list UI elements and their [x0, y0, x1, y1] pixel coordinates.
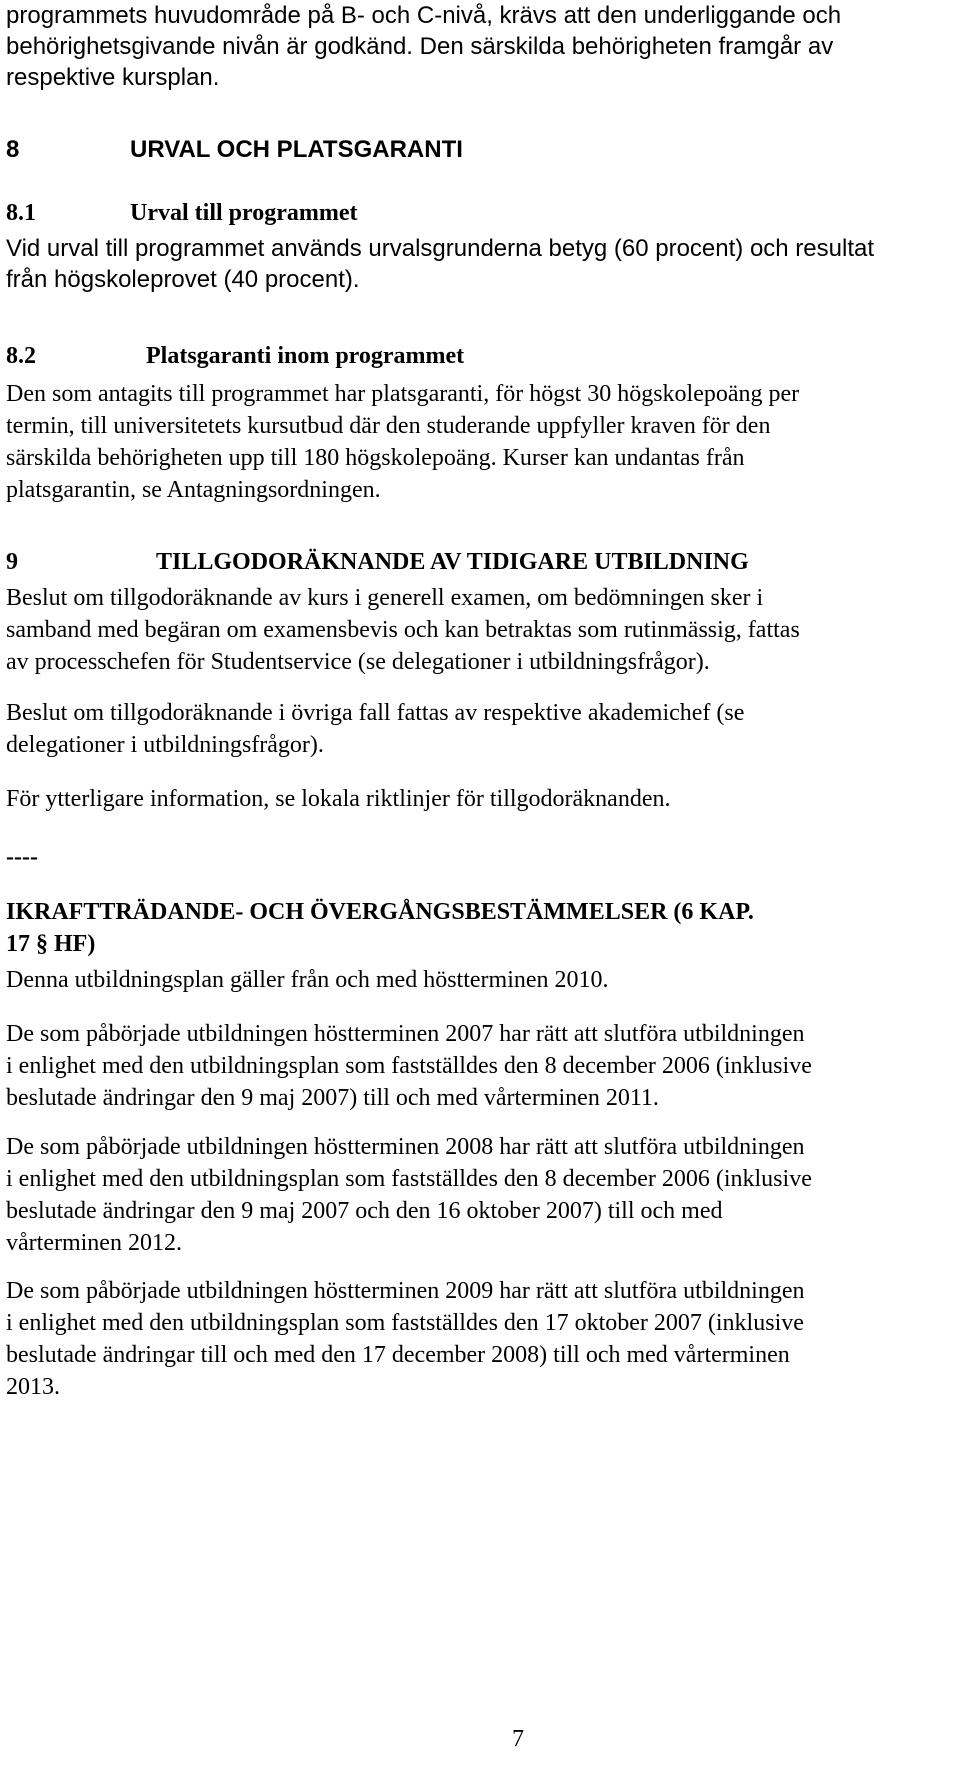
section-9-heading	[6, 546, 954, 578]
text-line: 2013.	[6, 1374, 60, 1400]
text-line: programmets huvudområde på B- och C-nivå, krävs att den underliggande och	[6, 2, 842, 29]
section-8-2-heading	[6, 340, 954, 372]
section-title: URVAL OCH PLATSGARANTI	[130, 136, 463, 163]
separator: ----	[6, 844, 38, 870]
text-line: För ytterligare information, se lokala riktlinjer för tillgodoräknanden.	[6, 786, 671, 812]
section-8-heading	[6, 134, 954, 165]
section-number: 8.1	[6, 200, 36, 226]
transitional-paragraph-2007	[6, 1018, 954, 1114]
heading-line: IKRAFTTRÄDANDE- OCH ÖVERGÅNGSBESTÄMMELSER (6 KAP.	[6, 899, 754, 925]
text-line: beslutade ändringar den 9 maj 2007 och den 16 oktober 2007) till och med	[6, 1198, 723, 1224]
text-line: De som påbörjade utbildningen höstterminen 2009 har rätt att slutföra utbildningen	[6, 1278, 805, 1304]
section-number: 9	[6, 549, 18, 575]
text-line: Beslut om tillgodoräknande av kurs i generell examen, om bedömningen sker i	[6, 585, 764, 611]
text-line: vårterminen 2012.	[6, 1230, 182, 1256]
section-title: Urval till programmet	[130, 200, 358, 226]
text-line: platsgarantin, se Antagningsordningen.	[6, 477, 381, 503]
text-line: delegationer i utbildningsfrågor).	[6, 732, 324, 758]
text-line: av processchefen för Studentservice (se delegationer i utbildningsfrågor).	[6, 649, 710, 675]
transitional-paragraph-2009	[6, 1275, 954, 1403]
heading-line: 17 § HF)	[6, 931, 96, 957]
text-line: termin, till universitetets kursutbud där den studerande uppfyller kraven för den	[6, 413, 771, 439]
section-number: 8	[6, 136, 20, 163]
section-title: Platsgaranti inom programmet	[146, 343, 465, 369]
section-number: 8.2	[6, 343, 36, 369]
text-line: beslutade ändringar till och med den 17 december 2008) till och med vårterminen	[6, 1342, 790, 1368]
text-line: i enlighet med den utbildningsplan som fastställdes den 17 oktober 2007 (inklusive	[6, 1310, 804, 1336]
text-line: i enlighet med den utbildningsplan som fastställdes den 8 december 2006 (inklusive	[6, 1053, 812, 1079]
text-line: i enlighet med den utbildningsplan som fastställdes den 8 december 2006 (inklusive	[6, 1166, 812, 1192]
text-line: beslutade ändringar den 9 maj 2007) till och med vårterminen 2011.	[6, 1085, 659, 1111]
text-line: från högskoleprovet (40 procent).	[6, 266, 360, 293]
page-number: 7	[512, 1726, 524, 1752]
text-line: Den som antagits till programmet har platsgaranti, för högst 30 högskolepoäng per	[6, 381, 800, 407]
section-8-1-heading	[6, 197, 954, 229]
effective-date-statement: Denna utbildningsplan gäller från och med höstterminen 2010.	[6, 967, 609, 993]
text-line: särskilda behörigheten upp till 180 högskolepoäng. Kurser kan undantas från	[6, 445, 745, 471]
text-line: samband med begäran om examensbevis och kan betraktas som rutinmässig, fattas	[6, 617, 800, 643]
transitional-heading	[6, 896, 954, 960]
section-title: TILLGODORÄKNANDE AV TIDIGARE UTBILDNING	[156, 549, 749, 575]
text-line: Beslut om tillgodoräknande i övriga fall fattas av respektive akademichef (se	[6, 700, 745, 726]
text-line: De som påbörjade utbildningen höstterminen 2007 har rätt att slutföra utbildningen	[6, 1021, 805, 1047]
text-line: Vid urval till programmet används urvalsgrunderna betyg (60 procent) och resultat	[6, 235, 875, 262]
section-8-2-paragraph	[6, 378, 954, 506]
intro-paragraph	[6, 0, 954, 93]
section-9-paragraph-3	[6, 783, 954, 815]
text-line: respektive kursplan.	[6, 64, 220, 91]
section-9-paragraph-1	[6, 582, 954, 678]
text-line: De som påbörjade utbildningen höstterminen 2008 har rätt att slutföra utbildningen	[6, 1134, 805, 1160]
text-line: behörighetsgivande nivån är godkänd. Den särskilda behörigheten framgår av	[6, 33, 834, 60]
section-8-1-paragraph	[6, 233, 954, 295]
section-9-paragraph-2	[6, 697, 954, 761]
transitional-paragraph-2008	[6, 1131, 954, 1259]
